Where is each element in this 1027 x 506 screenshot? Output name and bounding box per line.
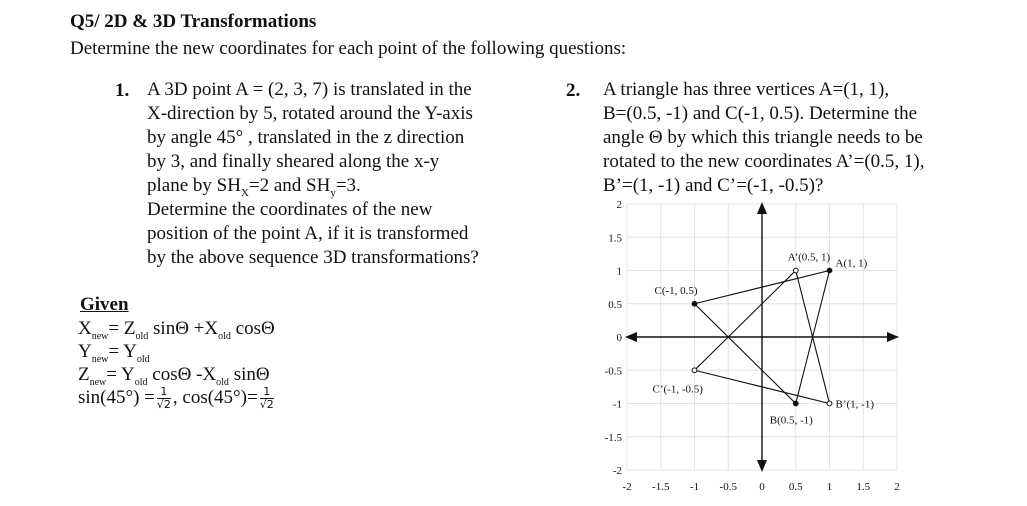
vertex-label: B(0.5, -1) xyxy=(769,414,813,427)
q2-text-line: B=(0.5, -1) and C(-1, 0.5). Determine the xyxy=(603,103,918,124)
y-tick-label: -1 xyxy=(612,398,622,411)
vertex-point xyxy=(692,301,697,306)
formula-z-new: $Z_{new}= Y_{old}$ cosΘ $-X_{old}$ sinΘ xyxy=(78,364,270,388)
q2-number: 2. xyxy=(566,80,581,101)
q2-text-line: B’=(1, -1) and C’=(-1, -0.5)? xyxy=(603,175,824,196)
vertex-label: B’(1, -1) xyxy=(835,398,874,411)
y-tick-label: 1 xyxy=(616,265,622,278)
q1-text-line: A 3D point A = (2, 3, 7) is translated in the xyxy=(147,79,472,100)
q2-text-line: rotated to the new coordinates A’=(0.5, 1), xyxy=(603,151,925,172)
vertex-point xyxy=(827,401,832,406)
y-tick-label: -1.5 xyxy=(604,431,622,444)
y-tick-label: 0 xyxy=(616,332,622,344)
x-tick-label: -2 xyxy=(622,481,632,493)
question-title: Q5/ 2D & 3D Transformations xyxy=(70,11,317,32)
formula-y-new: $Y_{new}= Y_{old}$ xyxy=(78,341,150,365)
formula-x-new: $X_{new}= Z_{old}$ $\sin\Theta +X_{old}$ cosΘ xyxy=(78,318,275,342)
y-tick-label: 2 xyxy=(616,199,622,211)
y-tick-label: -0.5 xyxy=(604,365,622,378)
y-tick-label: 0.5 xyxy=(608,298,622,311)
y-tick-label: 1.5 xyxy=(608,232,622,245)
q2-text-line: angle Θ by which this triangle needs to be xyxy=(603,127,923,148)
y-tick-label: -2 xyxy=(612,465,622,477)
x-tick-label: 1 xyxy=(826,481,833,493)
given-heading: Given xyxy=(80,294,129,315)
question-instructions: Determine the new coordinates for each point of the following questions: xyxy=(70,38,627,59)
q2-text-line: A triangle has three vertices A=(1, 1), xyxy=(603,79,890,100)
vertex-label: A’(0.5, 1) xyxy=(787,251,831,264)
vertex-point xyxy=(793,401,798,406)
vertex-label: A(1, 1) xyxy=(835,257,868,270)
q1-text-line: Determine the coordinates of the new xyxy=(147,199,433,220)
q1-text-line: by angle 45° , translated in the z direction xyxy=(147,127,465,148)
q1-text-line: X-direction by 5, rotated around the Y-axis xyxy=(147,103,473,124)
vertex-label: C(-1, 0.5) xyxy=(654,284,698,297)
x-tick-label: -0.5 xyxy=(719,481,737,493)
q1-text-line: by 3, and finally sheared along the x-y xyxy=(147,151,440,172)
x-tick-label: 2 xyxy=(894,481,900,493)
vertex-point xyxy=(827,268,832,273)
q1-text-line: position of the point A, if it is transformed xyxy=(147,223,469,244)
q1-text-line: by the above sequence 3D transformations? xyxy=(147,247,479,268)
vertex-label: C’(-1, -0.5) xyxy=(652,383,703,396)
x-tick-label: -1.5 xyxy=(652,481,670,493)
x-tick-label: 0.5 xyxy=(788,481,803,493)
formula-trig-values: sin(45°) = $\frac{1}{√2}$ , cos(45°)= $\frac{1}{√2}$ xyxy=(78,385,274,411)
q1-number: 1. xyxy=(115,80,130,101)
q1-text-line-shear: plane by $SH_X=2$ and $SH_y=3$. xyxy=(147,175,361,199)
x-tick-label: -1 xyxy=(689,481,700,493)
vertex-point xyxy=(692,368,697,373)
x-tick-label: 1.5 xyxy=(856,481,871,493)
vertex-point xyxy=(793,268,798,273)
x-tick-label: 0 xyxy=(759,481,765,493)
